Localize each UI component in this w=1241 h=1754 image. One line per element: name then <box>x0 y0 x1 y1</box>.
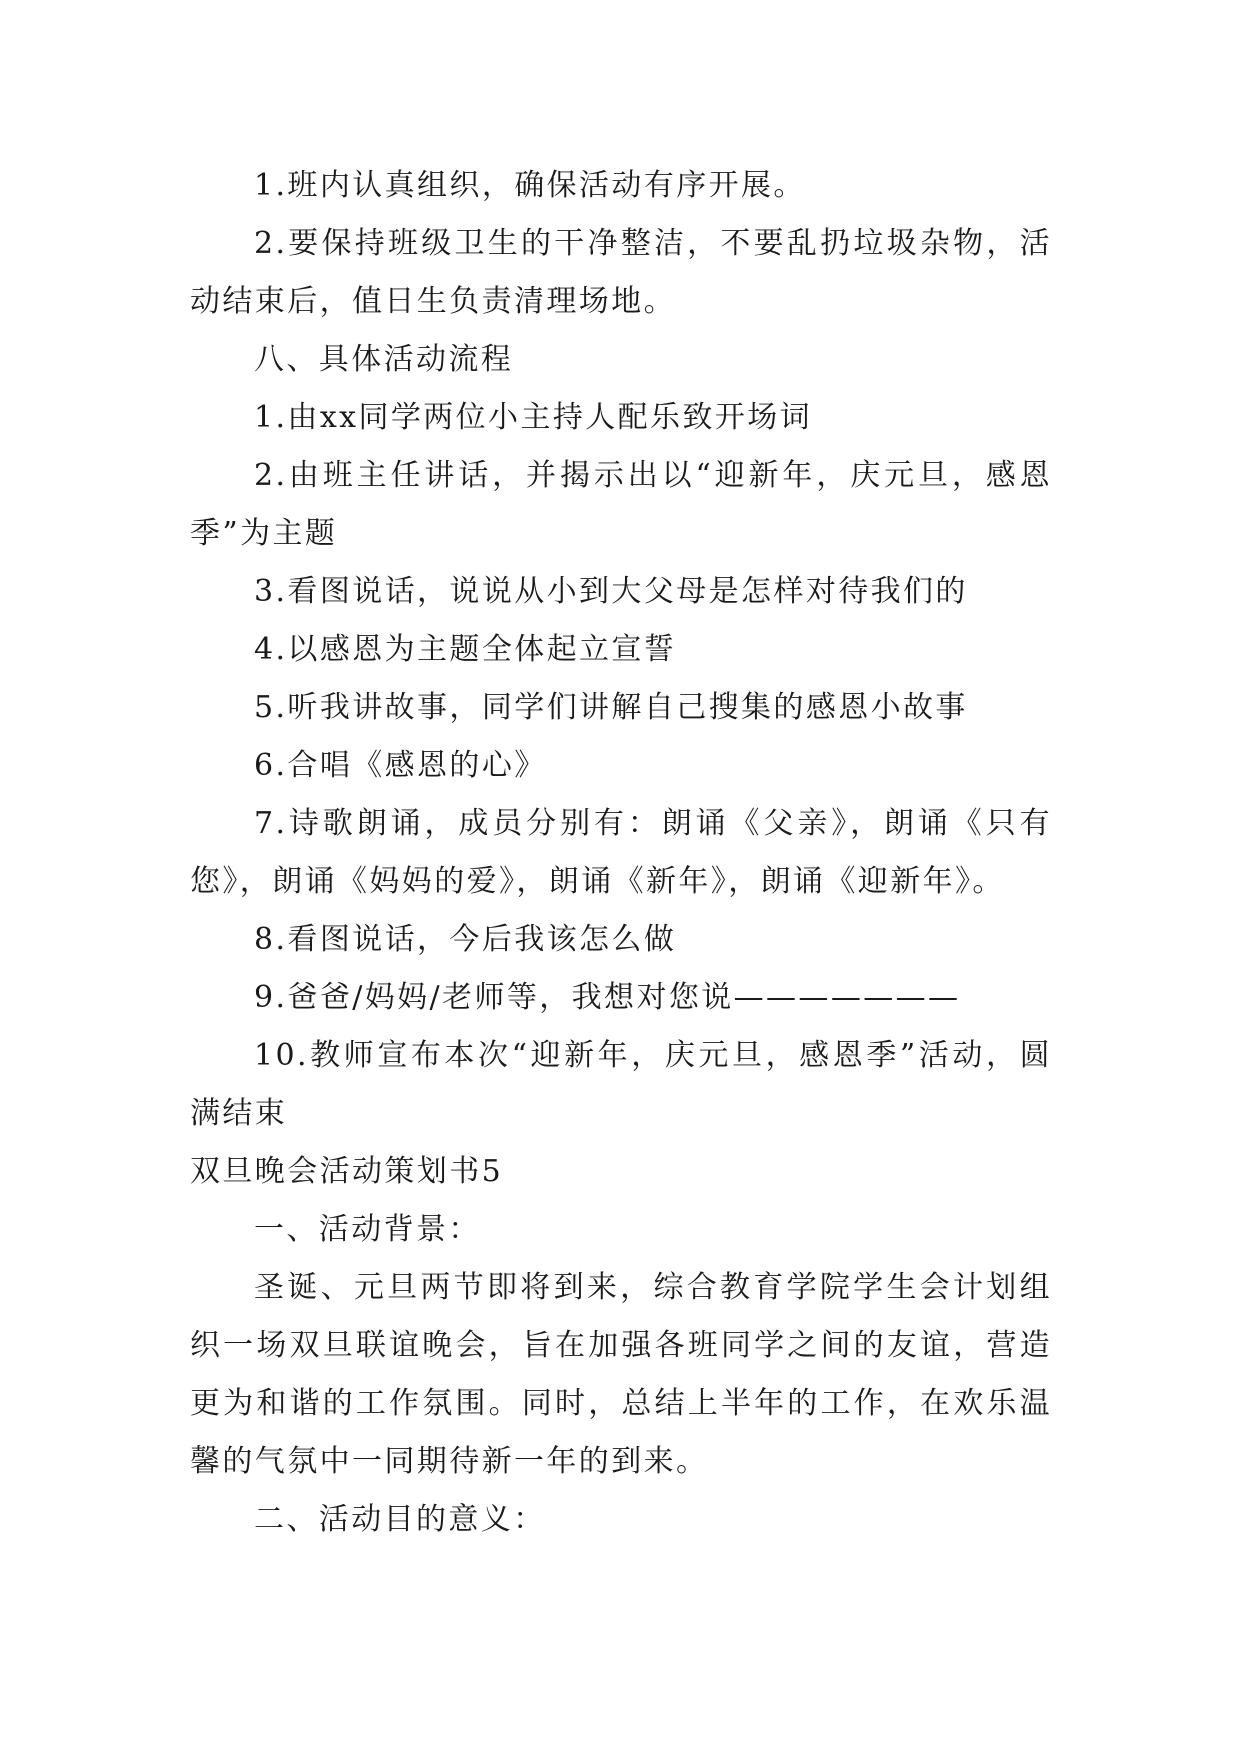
paragraph-4: 2.由班主任讲话，并揭示出以“迎新年，庆元旦，感恩季”为主题 <box>190 458 1052 551</box>
paragraph-3: 1.由xx同学两位小主持人配乐致开场词 <box>254 400 813 435</box>
document-title: 双旦晚会活动策划书5 <box>190 1154 504 1189</box>
paragraph-5: 3.看图说话，说说从小到大父母是怎样对待我们的 <box>254 574 968 609</box>
paragraph-7: 5.听我讲故事，同学们讲解自己搜集的感恩小故事 <box>254 690 968 725</box>
paragraph-8: 6.合唱《感恩的心》 <box>254 748 547 783</box>
paragraph-12: 10.教师宣布本次“迎新年，庆元旦，感恩季”活动，圆满结束 <box>190 1038 1052 1131</box>
paragraph-10: 8.看图说话，今后我该怎么做 <box>254 922 677 957</box>
paragraph-9: 7.诗歌朗诵，成员分别有：朗诵《父亲》，朗诵《只有您》，朗诵《妈妈的爱》，朗诵《新年》，朗诵《迎新年》。 <box>190 806 1052 899</box>
section-heading-1: 一、活动背景： <box>254 1212 481 1247</box>
paragraph-1: 1.班内认真组织，确保活动有序开展。 <box>254 168 806 203</box>
section-heading-2: 二、活动目的意义： <box>254 1502 546 1537</box>
paragraph-11: 9.爸爸/妈妈/老师等，我想对您说——————— <box>254 980 961 1015</box>
paragraph-2: 2.要保持班级卫生的干净整洁，不要乱扔垃圾杂物，活动结束后，值日生负责清理场地。 <box>190 226 1052 319</box>
paragraph-6: 4.以感恩为主题全体起立宣誓 <box>254 632 677 667</box>
document-body <box>190 157 1052 1549</box>
paragraph-background: 圣诞、元旦两节即将到来，综合教育学院学生会计划组织一场双旦联谊晚会，旨在加强各班同学之间的友谊，营造更为和谐的工作氛围。同时，总结上半年的工作，在欢乐温馨的气氛中一同期待新一年的到来。 <box>190 1270 1052 1479</box>
section-heading-8: 八、具体活动流程 <box>254 342 514 377</box>
